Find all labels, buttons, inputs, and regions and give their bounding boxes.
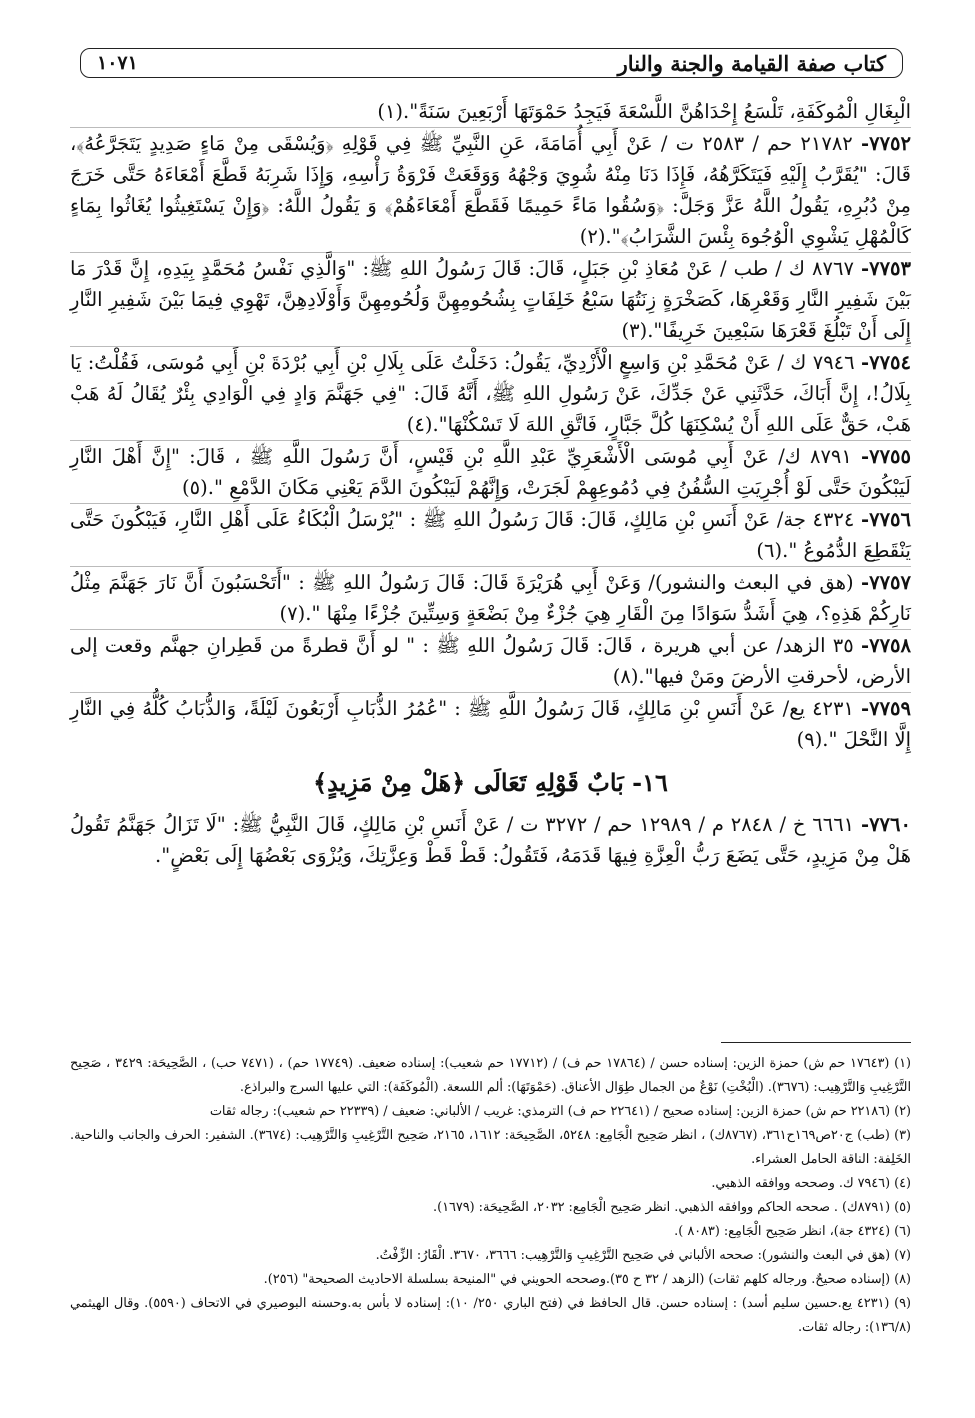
footnote-2: (٢) (٢٢١٨٦ حم ش) حمزة الزين: إسناده صحيح / (٢٢٦٤١ حم ف) الترمذي: غريب / الألباني: ضعيف / (٢٢٣٣٩ حم شعيب): رجاله ثقات — [209, 1104, 911, 1119]
hadith-text: (هق في البعث والنشور)/ وَعَنْ أَبِي هُرَيْرَةَ قَالَ: قَالَ رَسُولُ اللهِ ﷺ : "أَتَحْسَبُونَ أَنَّ نَارَ جَهَنَّمَ مِثْلُ نَارِكُمْ هَذِهِ؟، هِيَ أَشَدُّ سَوَادًا مِنَ الْقَارِ هِيَ جُزْءٌ مِنْ بَضْعَةٍ وَسِتِّينَ جُزْءًا مِنْهَا ".(٧) — [70, 571, 911, 625]
footnote-9: (٩) (٤٢٣١ يع.حسين سليم أسد) : إسناده حسن. قال الحافظ في (فتح الباري ٢٥٠/ ١٠): إسناده لا بأس به.وحسنه البوصيري في الاتحاف (٥٥٩٠). وقال الهيثمي (١٣٦/٨): رجاله ثقات. — [70, 1296, 911, 1335]
hadith-text: ٢١٧٨٢ حم / ٢٥٨٣ ت / عَنْ أَبِي أُمَامَةَ، عَنِ النَّبِيِّ ﷺ فِي قَوْلِهِ ﴿وَيُسْقَى مِنْ مَاءٍ صَدِيدٍ يَتَجَرَّعُهُ﴾، قَالَ: "يُقَرَّبُ إِلَيْهِ فَيَتَكَرَّهُهُ، فَإِذَا دَنَا مِنْهُ شُوِيَ وَجْهُهُ وَوَقَعَتْ فَرْوَةُ رَأْسِهِ، وَإِذَا شَرِبَهُ قَطَّعَ أَمْعَاءَهُ حَتَّى خَرَجَ مِنْ دُبُرِهِ، يَقُولُ اللَّهُ عَزَّ وَجَلَّ: ﴿وَسُقُوا مَاءً حَمِيمًا فَقَطَّعَ أَمْعَاءَهُمْ﴾ وَ يَقُولُ اللَّهُ: ﴿وَإِنْ يَسْتَغِيثُوا يُغَاثُوا بِمَاءٍ كَالْمُهْلِ يَشْوِي الْوُجُوهَ بِئْسَ الشَّرَابُ﴾".(٢) — [70, 132, 911, 248]
hadith-entry-7759 — [70, 692, 911, 755]
hadith-entry-7757 — [70, 566, 911, 629]
book-title: كتاب صفة القيامة والجنة والنار — [617, 50, 886, 76]
footnote-5: (٥) (٨٧٩١ك) . صححه الحاكم ووافقه الذهبي. انظر صَحِيح الْجَامِع: ٢٠٣٢، الصَّحِيحَة: (١٦٧٩). — [433, 1200, 911, 1215]
hadith-number: ٧٧٦٠- — [860, 813, 911, 836]
hadith-text: ٤٣٢٤ جة/ عَنْ أَنَسِ بْنِ مَالِكٍ، قَالَ: قَالَ رَسُولُ اللهِ ﷺ : "يُرْسَلُ الْبُكَاءُ عَلَى أَهْلِ النَّارِ، فَيَبْكُونَ حَتَّى يَنْقَطِعَ الدُّمُوعُ ".(٦) — [70, 508, 911, 562]
footnote-6: (٦) (٤٣٢٤ جة)، انظر صَحِيح الْجَامِع: (٨٠٨٣ ). — [674, 1224, 911, 1239]
hadith-entry-7753 — [70, 252, 911, 346]
hadith-number: ٧٧٥٣- — [861, 257, 912, 280]
hadith-text: ٨٧٦٧ ك / طب / عَنْ مُعَاذِ بْنِ جَبَلٍ، قَالَ: قَالَ رَسُولُ اللهِ ﷺ: "وَالَّذِي نَفْسُ مُحَمَّدٍ بِيَدِهِ، إِنَّ قَدْرَ مَا بَيْنَ شَفِيرِ النَّارِ وَقَعْرِهَا، كَصَخْرَةٍ زِنَتُهَا سَبْعُ خَلِفَاتٍ بِشُحُومِهِنَّ وَلُحُومِهِنَّ وَأَوْلَادِهِنَّ، تَهْوِي فِيمَا بَيْنَ شَفِيرِ النَّارِ إِلَى أَنْ تَبْلُغَ قَعْرَهَا سَبْعِينَ خَرِيفًا".(٣) — [70, 257, 911, 342]
hadith-entry-continuation — [70, 96, 911, 127]
footnote-7: (٧) (هق في البعث والنشور): صححه الألباني في صَحِيح التَّرْغِيبِ وَالتَّرْهِيب: ٣٦٦٦، ٣٦٧٠. الْقَارُ: الزِّفْتُ. — [375, 1248, 911, 1263]
hadith-text: الْبِغَالِ الْمُوكَفَةِ، تَلْسَعُ إِحْدَاهُنَّ اللَّسْعَةَ فَيَجِدُ حَمْوَتَهَا أَرْبَعِينَ سَنَةً".(١) — [377, 100, 911, 123]
hadith-number: ٧٧٥٧- — [861, 571, 911, 594]
footnote-divider — [721, 1042, 911, 1043]
page-header — [80, 48, 903, 78]
hadith-number: ٧٧٥٦- — [861, 508, 911, 531]
footnote-8: (٨) (إسناده صحيحٌ. ورجاله كلهم ثقات) (الزهد / ٣٢ ح ٣٥).وصححه الحويني في "المنيحة بسلسلة الاحاديث الصحيحة" (٢٥٦). — [263, 1272, 911, 1287]
hadith-text: ٤٢٣١ يع/ عَنْ أَنَسِ بْنِ مَالِكٍ، قَالَ رَسُولُ اللَّهِ ﷺ : "عُمُرُ الذُّبَابِ أَرْبَعُونَ لَيْلَةً، وَالذُّبَابُ كُلُّهُ فِي النَّارِ إِلَّا النَّحْلَ ".(٩) — [70, 697, 911, 751]
hadith-text: ٣٥ الزهد/ عن أبي هريرة ، قَالَ: قَالَ رَسُولُ اللهِ ﷺ : " لو أَنَّ قطرةً من قَطِرانِ جهنَّم وقعت إلى الأرض، لأحرقتِ الأرضَ ومَنْ فيها".(٨) — [70, 634, 911, 688]
hadith-number: ٧٧٥٩- — [861, 697, 911, 720]
hadith-number: ٧٧٥٢- — [861, 132, 911, 155]
footnote-4: (٤) (٧٩٤٦ ك. وصححه ووافقه الذهبي. — [711, 1176, 911, 1191]
page-number: ١٠٧١ — [97, 52, 138, 74]
hadith-entry-7755 — [70, 440, 911, 503]
hadith-number: ٧٧٥٥- — [861, 445, 912, 468]
footnotes — [70, 1052, 911, 1340]
hadith-entry-7754 — [70, 346, 911, 440]
footnote-1: (١) (١٧٦٤٣ حم ش) حمزة الزين: إسناده حسن / (١٧٨٦٤ حم ف) / (١٧٧١٢ حم شعيب): إسناده ضعيف. (١٧٧٤٩ حم) ، (٧٤٧١ حب) ، الصَّحِيحَة: ٣٤٢٩ ، صَحِيح التَّرْغِيبِ وَالتَّرْهِيب: (٣٦٧٦). (الْبُخْتِ) نَوْعٌ من الجمال طِوَال الأعناق. (حَمْوَتَهَا): ألم اللسعة. (الْمُوكَفَة): التي عليها السرج والبراذع. — [70, 1056, 912, 1095]
hadith-entry-7758 — [70, 629, 911, 692]
hadith-entry-7752 — [70, 127, 911, 252]
hadith-text: ٦٦٦١ خ / ٢٨٤٨ م / ١٢٩٨٩ حم / ٣٢٧٢ ت / عَنْ أَنَسِ بْنِ مَالِكٍ، قَالَ النَّبِيُّ ﷺ: "لَا تَزَالُ جَهَنَّمُ تَقُولُ هَلْ مِنْ مَزِيدٍ، حَتَّى يَضَعَ رَبُّ الْعِزَّةِ فِيهَا قَدَمَهُ، فَتَقُولُ: قَطْ قَطْ وَعِزَّتِكَ، وَيُزْوَى بَعْضُهَا إِلَى بَعْضٍ". — [70, 813, 911, 867]
hadith-entry-7756 — [70, 503, 911, 566]
footnote-3: (٣) (طب) ج٢٠ص١٦٩ح٣٦١، (٨٧٦٧ك) ، انظر صَحِيح الْجَامِع: ٥٢٤٨، الصَّحِيحَة: ١٦١٢، ٢١٦٥، صَحِيح التَّرْغِيبِ وَالتَّرْهِيب: (٣٦٧٤). الشفير: الحرف والجانب والناحية. الخَلِفة: الناقة الحامل العشراء. — [70, 1128, 912, 1167]
hadith-text: ٨٧٩١ ك/ عَنْ أَبِي مُوسَى الْأَشْعَرِيِّ عَبْدِ اللَّهِ بْنِ قَيْسٍ، أَنَّ رَسُولَ اللَّهِ ﷺ ، قَالَ: "إِنَّ أَهْلَ النَّارِ لَيَبْكُونَ حَتَّى لَوْ أُجْرِيَتِ السُّفُنُ فِي دُمُوعِهِمْ لَجَرَتْ، وَإِنَّهُمْ لَيَبْكُونَ الدَّمَ يَعْنِي مَكَانَ الدَّمْعِ ".(٥) — [70, 445, 911, 499]
hadith-number: ٧٧٥٨- — [861, 634, 911, 657]
chapter-heading: ١٦- بَابٌ قَوْلِهِ تَعَالَى ﴿هَلْ مِنْ مَزِيدٍ﴾ — [313, 768, 668, 797]
hadith-text: ٧٩٤٦ ك / عَنْ مُحَمَّدِ بْنِ وَاسِعٍ الْأَزْدِيِّ، يَقُولُ: دَخَلْتُ عَلَى بِلَالِ بْنِ أَبِي بُرْدَةَ بْنِ أَبِي مُوسَى، فَقُلْتُ: يَا بِلَالُ!، إِنَّ أَبَاكَ، حَدَّثَنِي عَنْ جَدِّكَ، عَنْ رَسُولِ اللهِ ﷺ، أَنَّهُ قَالَ: "فِي جَهَنَّمَ وَادٍ فِي الْوَادِي بِئْرٌ يُقَالُ لَهُ هَبْ هَبْ، حَقٌّ عَلَى اللهِ أَنْ يُسْكِنَهَا كُلَّ جَبَّارٍ، فَاتَّقِ اللهَ لَا تَسْكُنْهَا".(٤) — [70, 351, 911, 436]
main-text — [70, 96, 911, 871]
hadith-number: ٧٧٥٤- — [861, 351, 911, 374]
hadith-entry-7760 — [70, 809, 911, 871]
